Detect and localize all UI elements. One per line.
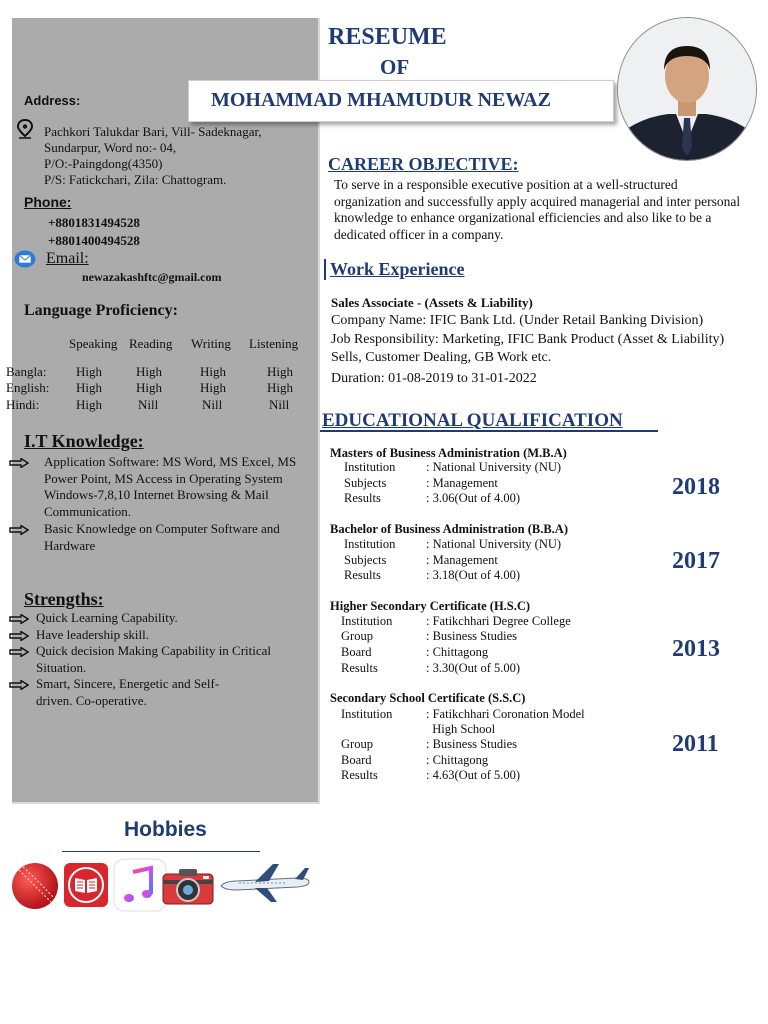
email-icon bbox=[14, 250, 36, 268]
education-field-value: : Fatikchhari Coronation Model bbox=[426, 707, 585, 721]
education-degree-hsc: Higher Secondary Certificate (H.S.C) bbox=[330, 599, 531, 613]
education-field-label: Results bbox=[341, 661, 378, 675]
phone-2: +8801400494528 bbox=[48, 233, 140, 248]
education-field-value: : 3.06(Out of 4.00) bbox=[426, 491, 521, 505]
career-objective-text: To serve in a responsible executive position at a well-structured organization and successfully apply acquired managerial and inter personal knowledge to enhance organizational efficiencies and also like to be a dedicated officer in a company. bbox=[334, 177, 741, 242]
language-row-english bbox=[6, 380, 306, 396]
language-level: High bbox=[267, 364, 293, 379]
phone-label: Phone: bbox=[24, 194, 72, 210]
strengths-list bbox=[6, 610, 306, 709]
language-name: English: bbox=[6, 380, 50, 395]
education-field-value: High School bbox=[426, 722, 496, 736]
work-position: Sales Associate - (Assets & Liability) bbox=[331, 295, 533, 310]
cricket-ball-icon bbox=[11, 862, 59, 910]
list-item bbox=[6, 643, 306, 676]
education-field-value: : Management bbox=[426, 553, 498, 567]
education-title: EDUCATIONAL QUALIFICATION bbox=[322, 410, 623, 431]
list-item bbox=[6, 610, 306, 627]
hobbies-title: Hobbies bbox=[124, 818, 207, 841]
education-field-value: : Fatikchhari Degree College bbox=[426, 614, 571, 628]
arrow-right-icon bbox=[9, 525, 29, 535]
music-icon bbox=[113, 858, 167, 912]
header-speaking: Speaking bbox=[69, 336, 118, 351]
list-item bbox=[6, 627, 306, 644]
list-item-text: Quick decision Making Capability in Critical Situation. bbox=[36, 643, 272, 675]
language-row-hindi bbox=[6, 397, 306, 413]
header-writing: Writing bbox=[191, 336, 231, 351]
education-field-value: : National University (NU) bbox=[426, 460, 562, 474]
list-item-text: Quick Learning Capability. bbox=[36, 610, 178, 625]
education-field-label: Institution bbox=[341, 614, 393, 628]
hobbies-divider bbox=[62, 851, 260, 852]
education-field-label: Institution bbox=[344, 537, 396, 551]
address-line-3: P/O:-Paingdong(4350) bbox=[44, 156, 163, 171]
work-duration: Duration: 01-08-2019 to 31-01-2022 bbox=[331, 371, 537, 386]
education-field-value: : Chittagong bbox=[426, 645, 489, 659]
header-reading: Reading bbox=[129, 336, 173, 351]
education-field-label: Group bbox=[341, 629, 373, 643]
education-field-value: : National University (NU) bbox=[426, 537, 562, 551]
education-field-value: : Business Studies bbox=[426, 629, 517, 643]
language-level: Nill bbox=[138, 397, 159, 412]
language-name: Hindi: bbox=[6, 397, 40, 412]
camera-icon bbox=[161, 866, 215, 906]
education-field-label: Group bbox=[341, 737, 373, 751]
resume-title-of: OF bbox=[380, 55, 410, 79]
year-ssc: 2011 bbox=[672, 731, 719, 757]
work-responsibility: Job Responsibility: Marketing, IFIC Bank Product (Asset & Liability) Sells, Customer Dealing, GB Work etc. bbox=[331, 332, 725, 365]
address-label: Address: bbox=[24, 93, 81, 108]
list-item-text: Have leadership skill. bbox=[36, 626, 149, 642]
list-item-text: Basic Knowledge on Computer Software and Hardware bbox=[44, 521, 280, 553]
list-item bbox=[6, 676, 306, 709]
name-banner bbox=[188, 80, 614, 122]
education-field-label: Board bbox=[341, 753, 372, 767]
location-pin-icon bbox=[16, 119, 34, 139]
education-field-value: : Chittagong bbox=[426, 753, 489, 767]
education-degree-ssc: Secondary School Certificate (S.S.C) bbox=[330, 691, 526, 705]
arrow-right-icon bbox=[9, 680, 29, 690]
arrow-right-icon bbox=[9, 631, 29, 641]
language-row-bangla bbox=[6, 364, 306, 380]
phone-1: +8801831494528 bbox=[48, 215, 140, 230]
language-level: High bbox=[200, 380, 226, 395]
list-item-text: Smart, Sincere, Energetic and Self- driven. Co-operative. bbox=[36, 676, 220, 708]
year-bba: 2017 bbox=[672, 548, 720, 574]
candidate-name: MOHAMMAD MHAMUDUR NEWAZ bbox=[211, 89, 551, 111]
education-field-value: : 3.18(Out of 4.00) bbox=[426, 568, 521, 582]
list-item-text: Application Software: MS Word, MS Excel, MS Power Point, MS Access in Operating System Windows-7,8,10 Internet Browsing & Mail Communication. bbox=[44, 454, 297, 519]
career-objective-title: CAREER OBJECTIVE: bbox=[328, 154, 519, 174]
year-hsc: 2013 bbox=[672, 636, 720, 662]
language-level: High bbox=[76, 397, 102, 412]
list-item bbox=[6, 454, 306, 520]
resume-title: RESEUME bbox=[328, 24, 447, 50]
language-title: Language Proficiency: bbox=[24, 302, 178, 319]
education-field-label: Institution bbox=[341, 707, 393, 721]
language-level: Nill bbox=[202, 397, 223, 412]
education-field-label: Results bbox=[344, 491, 381, 505]
language-header-row bbox=[6, 336, 306, 352]
language-level: Nill bbox=[269, 397, 290, 412]
address-line-1: Pachkori Talukdar Bari, Vill- Sadeknagar, bbox=[44, 124, 262, 139]
email-label: Email: bbox=[46, 250, 89, 267]
book-icon bbox=[63, 862, 109, 908]
profile-photo bbox=[617, 17, 757, 161]
arrow-right-icon bbox=[9, 647, 29, 657]
education-field-label: Results bbox=[341, 768, 378, 782]
year-mba: 2018 bbox=[672, 474, 720, 500]
language-name: Bangla: bbox=[6, 364, 47, 379]
education-field-value: : Management bbox=[426, 476, 498, 490]
work-company: Company Name: IFIC Bank Ltd. (Under Retail Banking Division) bbox=[331, 313, 704, 328]
language-level: High bbox=[76, 364, 102, 379]
list-item bbox=[6, 521, 306, 554]
email-address[interactable]: newazakashftc@gmail.com bbox=[82, 270, 222, 284]
language-level: High bbox=[76, 380, 102, 395]
work-experience-title: Work Experience bbox=[324, 259, 464, 280]
language-level: High bbox=[200, 364, 226, 379]
education-degree-bba: Bachelor of Business Administration (B.B.A) bbox=[330, 522, 568, 536]
language-level: High bbox=[136, 380, 162, 395]
arrow-right-icon bbox=[9, 458, 29, 468]
strengths-title: Strengths: bbox=[24, 589, 104, 609]
header-listening: Listening bbox=[249, 336, 299, 351]
education-field-label: Institution bbox=[344, 460, 396, 474]
education-field-label: Results bbox=[344, 568, 381, 582]
arrow-right-icon bbox=[9, 614, 29, 624]
education-field-label: Subjects bbox=[344, 476, 387, 490]
it-knowledge-title: I.T Knowledge: bbox=[24, 431, 144, 451]
education-field-value: : 4.63(Out of 5.00) bbox=[426, 768, 521, 782]
education-field-value: : 3.30(Out of 5.00) bbox=[426, 661, 521, 675]
education-degree-mba: Masters of Business Administration (M.B.A) bbox=[330, 446, 567, 460]
address-line-2: Sundarpur, Word no:- 04, bbox=[44, 140, 177, 155]
language-level: High bbox=[136, 364, 162, 379]
airplane-icon bbox=[215, 860, 311, 904]
it-knowledge-list bbox=[6, 454, 306, 554]
education-divider bbox=[320, 430, 658, 432]
education-field-label: Subjects bbox=[344, 553, 387, 567]
language-level: High bbox=[267, 380, 293, 395]
address-line-4: P/S: Fatickchari, Zila: Chattogram. bbox=[44, 172, 227, 187]
person-avatar-icon bbox=[618, 18, 756, 160]
education-field-label: Board bbox=[341, 645, 372, 659]
education-field-value: : Business Studies bbox=[426, 737, 517, 751]
